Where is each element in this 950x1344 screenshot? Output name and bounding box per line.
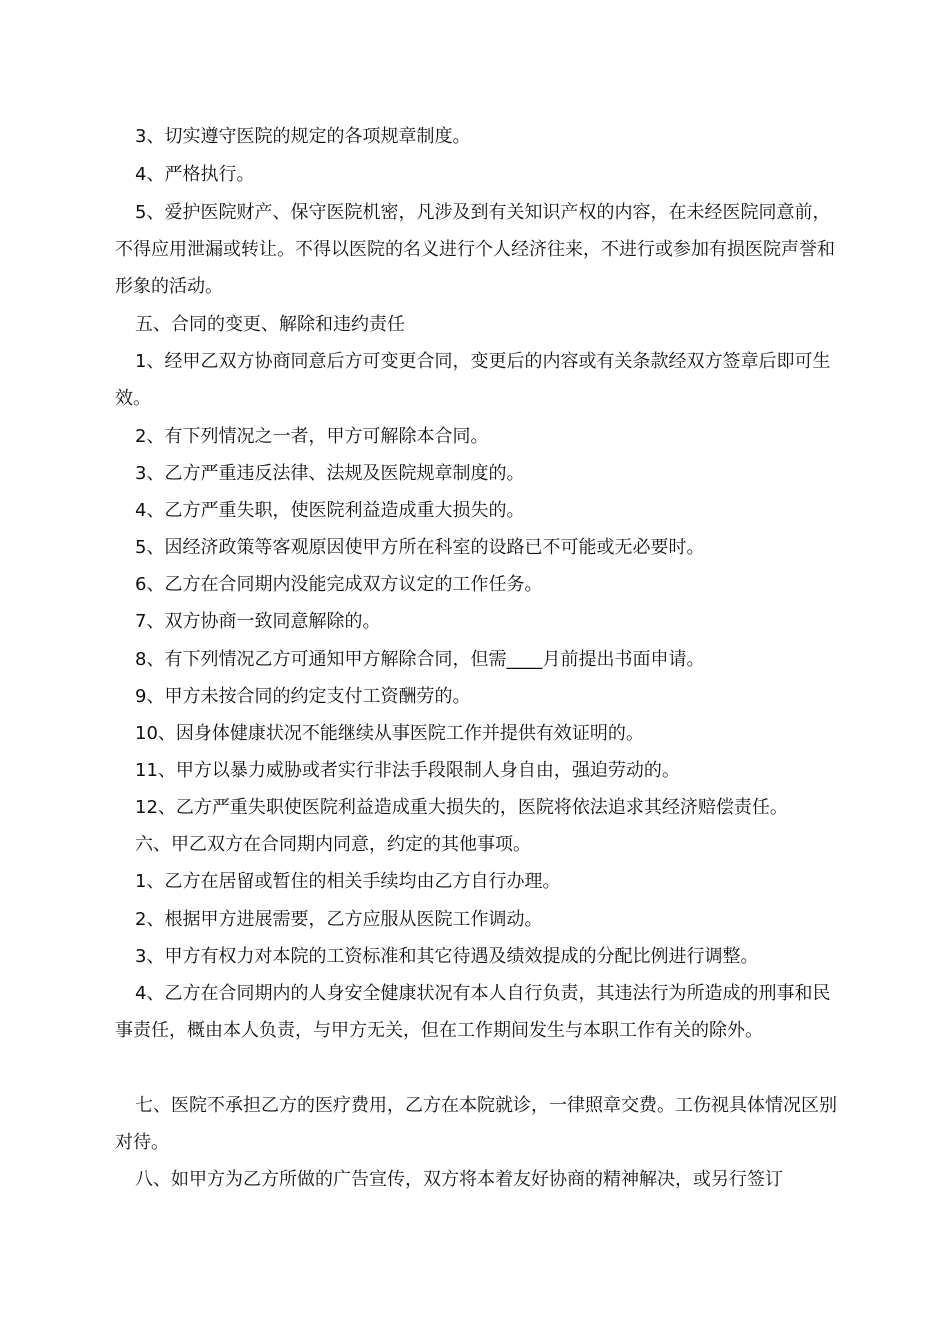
paragraph-negligence: 4、乙方严重失职，使医院利益造成重大损失的。 xyxy=(135,500,525,521)
paragraph-residence: 1、乙方在居留或暂住的相关手续均由乙方自行办理。 xyxy=(135,871,561,892)
paragraph-economic-policy: 5、因经济政策等客观原因使甲方所在科室的设路已不可能或无必要时。 xyxy=(135,537,705,558)
paragraph-contract-change: 1、经甲乙双方协商同意后方可变更合同，变更后的内容或有关条款经双方签章后即可生效。 xyxy=(115,351,831,409)
paragraph-salary-adjustment: 3、甲方有权力对本院的工资标准和其它待遇及绩效提成的分配比例进行调整。 xyxy=(135,946,759,967)
paragraph-regulations: 3、切实遵守医院的规定的各项规章制度。 xyxy=(135,126,471,147)
paragraph-strict-execution: 4、严格执行。 xyxy=(135,164,255,185)
paragraph-coercion: 11、甲方以暴力威胁或者实行非法手段限制人身自由，强迫劳动的。 xyxy=(135,760,680,781)
paragraph-liability: 12、乙方严重失职使医院利益造成重大损失的，医院将依法追求其经济赔偿责任。 xyxy=(135,797,788,818)
paragraph-transfer: 2、根据甲方进展需要，乙方应服从医院工作调动。 xyxy=(135,909,543,930)
paragraph-health: 10、因身体健康状况不能继续从事医院工作并提供有效证明的。 xyxy=(135,723,644,744)
section-heading-7: 七、医院不承担乙方的医疗费用，乙方在本院就诊，一律照章交费。工伤视具体情况区别对待。 xyxy=(115,1095,837,1153)
paragraph-termination-conditions: 2、有下列情况之一者，甲方可解除本合同。 xyxy=(135,426,489,447)
paragraph-notice: 8、有下列情况乙方可通知甲方解除合同，但需____月前提出书面申请。 xyxy=(135,649,705,670)
paragraph-mutual-agreement: 7、双方协商一致同意解除的。 xyxy=(135,611,381,632)
paragraph-violation: 3、乙方严重违反法律、法规及医院规章制度的。 xyxy=(135,463,525,484)
paragraph-wages: 9、甲方未按合同的约定支付工资酬劳的。 xyxy=(135,686,471,707)
paragraph-personal-safety: 4、乙方在合同期内的人身安全健康状况有本人自行负责，其违法行为所造成的刑事和民事责任，概由本人负责，与甲方无关，但在工作期间发生与本职工作有关的除外。 xyxy=(115,983,831,1041)
paragraph-task-incomplete: 6、乙方在合同期内没能完成双方议定的工作任务。 xyxy=(135,574,543,595)
section-heading-5: 五、合同的变更、解除和违约责任 xyxy=(135,314,405,335)
section-heading-6: 六、甲乙双方在合同期内同意，约定的其他事项。 xyxy=(135,834,531,855)
section-heading-8: 八、如甲方为乙方所做的广告宣传，双方将本着友好协商的精神解决，或另行签订 xyxy=(135,1169,783,1190)
paragraph-confidentiality: 5、爱护医院财产、保守医院机密，凡涉及到有关知识产权的内容，在未经医院同意前，不得应用泄漏或转让。不得以医院的名义进行个人经济往来，不进行或参加有损医院声誉和形象的活动。 xyxy=(115,202,835,297)
